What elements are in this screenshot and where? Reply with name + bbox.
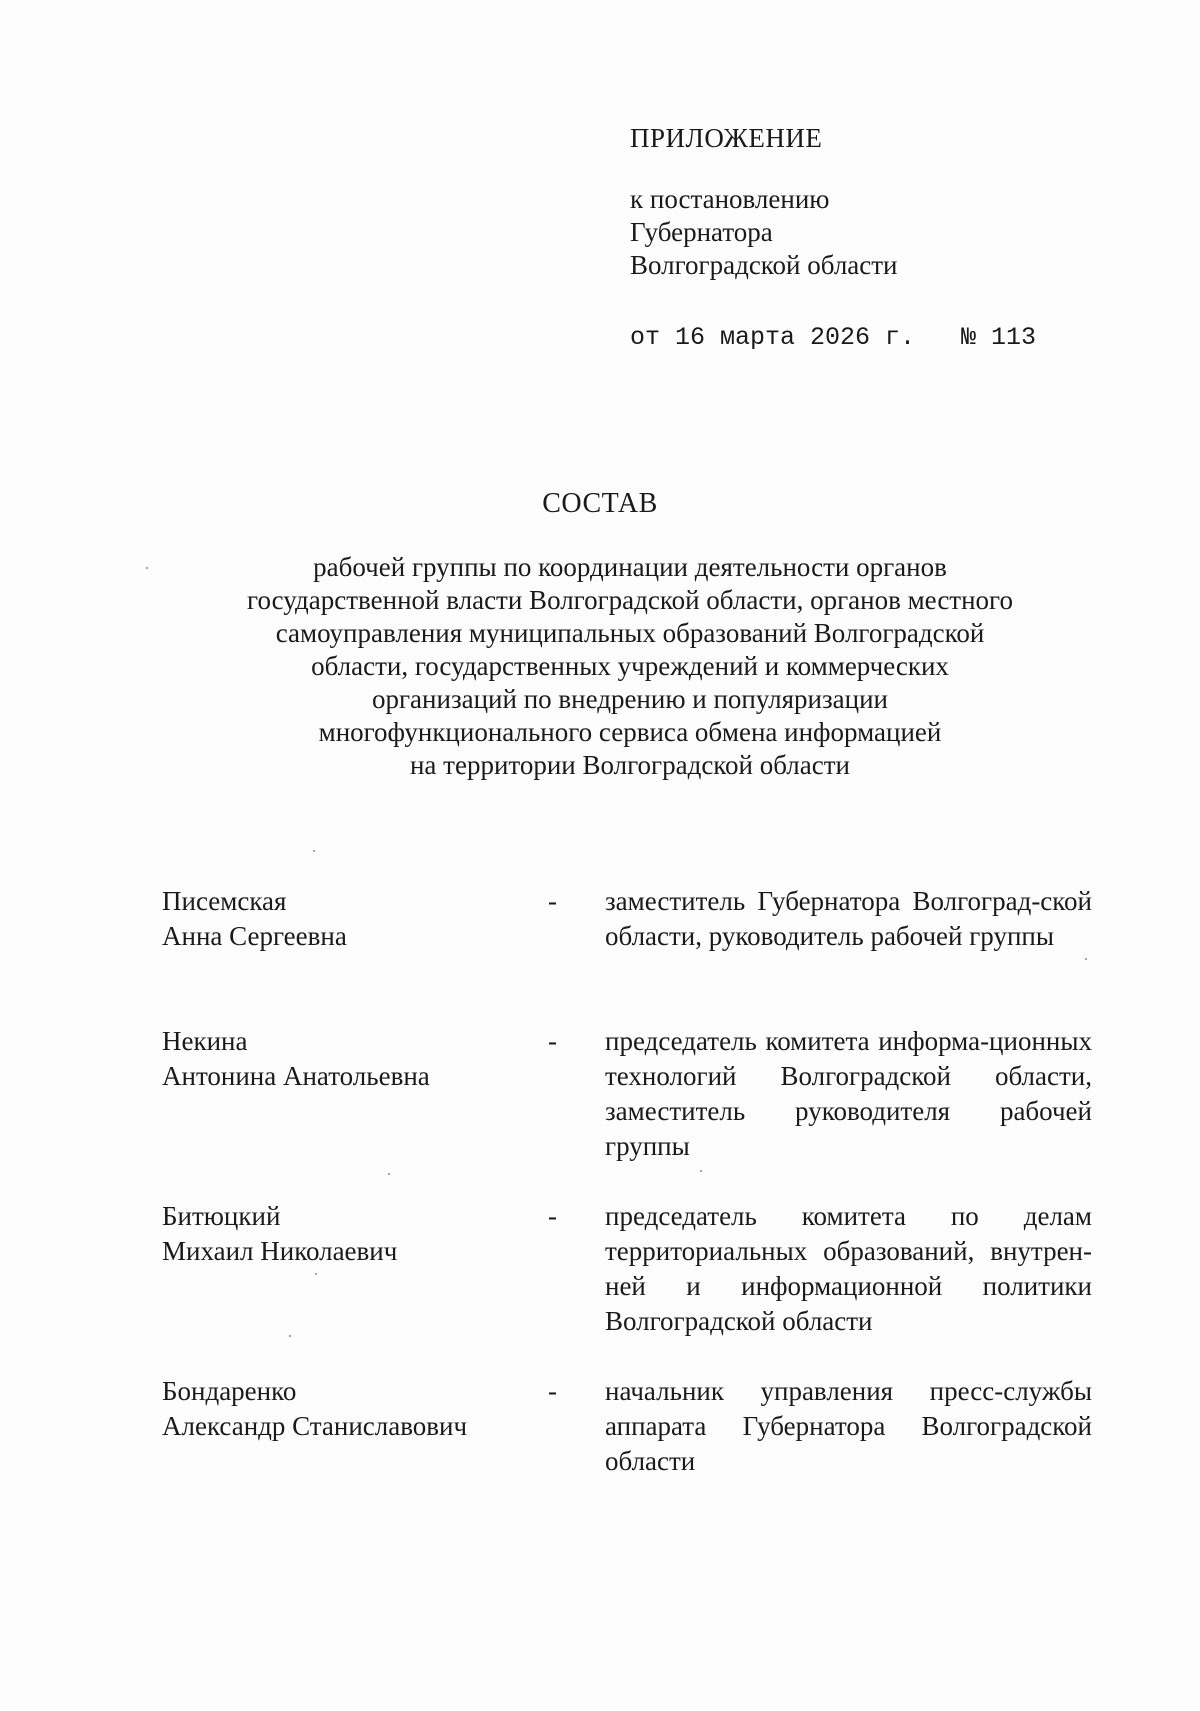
member-surname: Битюцкий xyxy=(162,1201,281,1231)
member-given-names: Анна Сергеевна xyxy=(162,921,347,951)
member-role: начальник управления пресс-службы аппарата Губернатора Волгоградской области xyxy=(605,1376,1092,1476)
member-given-names: Антонина Анатольевна xyxy=(162,1061,430,1091)
member-entry xyxy=(162,884,1092,1024)
subtitle-line: рабочей группы по координации деятельности органов xyxy=(313,552,947,582)
member-name xyxy=(162,1024,430,1094)
document-heading: СОСТАВ xyxy=(542,488,658,519)
decree-date: от 16 марта 2026 г. xyxy=(630,323,916,352)
decree-number: № 113 xyxy=(961,323,1037,352)
member-dash: - xyxy=(548,1201,557,1231)
decree-date-line xyxy=(630,323,1036,352)
document-subtitle xyxy=(150,551,1110,782)
member-name xyxy=(162,1374,467,1444)
scan-speck xyxy=(700,1170,702,1172)
member-role: заместитель Губернатора Волгоград-ской области, руководитель рабочей группы xyxy=(605,886,1092,951)
appendix-title: ПРИЛОЖЕНИЕ xyxy=(630,123,823,153)
scan-speck xyxy=(146,567,148,569)
member-surname: Писемская xyxy=(162,886,287,916)
members-list xyxy=(162,884,1092,1494)
appendix-ref-line: Губернатора xyxy=(630,217,773,247)
scan-speck xyxy=(315,1273,317,1275)
subtitle-line: самоуправления муниципальных образований Волгоградской xyxy=(275,618,985,648)
member-role: председатель комитета информа-ционных технологий Волгоградской области, заместитель руководителя рабочей группы xyxy=(605,1026,1092,1161)
member-name xyxy=(162,884,347,954)
member-role: председатель комитета по делам территориальных образований, внутрен-ней и информационной политики Волгоградской области xyxy=(605,1201,1092,1336)
appendix-reference xyxy=(630,183,898,282)
member-surname: Некина xyxy=(162,1026,248,1056)
member-surname: Бондаренко xyxy=(162,1376,297,1406)
appendix-block xyxy=(630,122,898,282)
member-name xyxy=(162,1199,397,1269)
subtitle-line: многофункционального сервиса обмена информацией xyxy=(318,717,942,747)
subtitle-line: области, государственных учреждений и коммерческих xyxy=(311,651,949,681)
scan-speck xyxy=(1085,958,1087,960)
scan-speck xyxy=(289,1335,291,1337)
member-entry xyxy=(162,1199,1092,1374)
member-given-names: Александр Станиславович xyxy=(162,1411,468,1441)
appendix-ref-line: Волгоградской области xyxy=(630,250,898,280)
subtitle-line: организаций по внедрению и популяризации xyxy=(371,684,889,714)
subtitle-line: государственной власти Волгоградской области, органов местного xyxy=(247,585,1013,615)
member-dash: - xyxy=(548,1376,557,1406)
member-given-names: Михаил Николаевич xyxy=(162,1236,398,1266)
member-entry xyxy=(162,1374,1092,1494)
appendix-ref-line: к постановлению xyxy=(630,184,830,214)
subtitle-line: на территории Волгоградской области xyxy=(409,750,850,780)
scan-speck xyxy=(388,1173,390,1175)
member-entry xyxy=(162,1024,1092,1199)
scan-speck xyxy=(313,850,315,852)
member-dash: - xyxy=(548,886,557,916)
member-dash: - xyxy=(548,1026,557,1056)
